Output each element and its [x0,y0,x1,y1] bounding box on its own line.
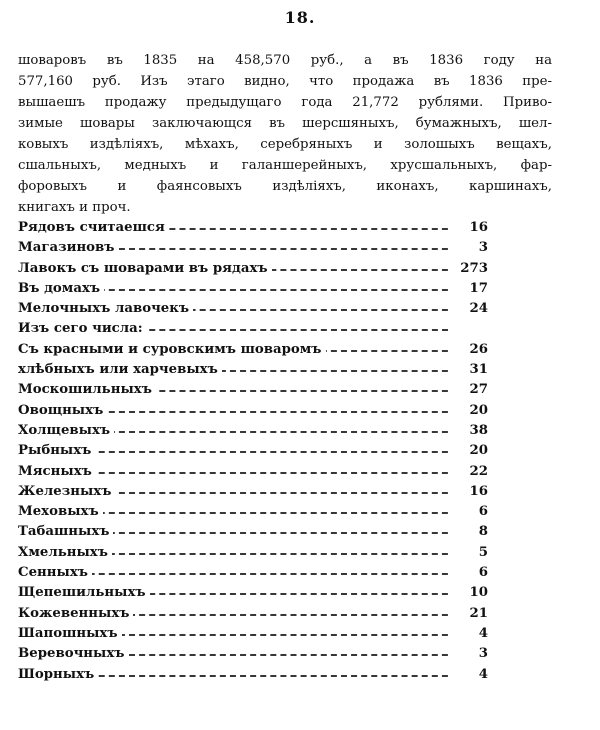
table-row [18,218,488,238]
row-value: 20 [448,401,488,421]
table-row [18,401,488,421]
table-row [18,665,488,685]
table-row [18,441,488,461]
row-label: Москошильныхъ [18,380,156,400]
row-value: 3 [448,238,488,258]
row-label: Изъ сего числа: [18,319,147,339]
row-value: 17 [448,279,488,299]
row-value: 16 [448,218,488,238]
row-label: Хмельныхъ [18,543,112,563]
row-value: 5 [448,543,488,563]
table-row [18,522,488,542]
row-value: 4 [448,665,488,685]
row-label: хлѣбныхъ или харчевыхъ [18,360,222,380]
table-row [18,380,488,400]
paragraph-line: вышаешъ продажу предыдущаго года 21,772 рублями. Приво- [18,95,552,110]
row-value: 16 [448,482,488,502]
paragraph-line: сшальныхъ, медныхъ и галаншерейныхъ, хрусшальныхъ, фар- [18,158,552,173]
row-label: Щепешильныхъ [18,583,150,603]
row-label: Железныхъ [18,482,115,502]
row-label: Съ красными и суровскимъ шоваромъ [18,340,326,360]
paragraph-line: шоваровъ въ 1835 на 458,570 руб., а въ 1836 году на [18,53,552,68]
table-row [18,279,488,299]
row-value: 38 [448,421,488,441]
shops-table [18,218,488,685]
row-label: Веревочныхъ [18,644,129,664]
row-label: Рыбныхъ [18,441,95,461]
table-row [18,502,488,522]
table-row [18,259,488,279]
table-row [18,482,488,502]
row-label: Меховыхъ [18,502,103,522]
row-label: Мясныхъ [18,462,96,482]
row-label: Кожевенныхъ [18,604,133,624]
paragraph-line: форовыхъ и фаянсовыхъ издѣлiяхъ, иконахъ, каршинахъ, [18,179,552,194]
table-row [18,421,488,441]
body-paragraph [18,50,552,218]
row-value: 3 [448,644,488,664]
row-label: Овощныхъ [18,401,107,421]
row-value: 10 [448,583,488,603]
row-label: Табашныхъ [18,522,113,542]
row-value: 21 [448,604,488,624]
row-label: Лавокъ съ шоварами въ рядахъ [18,259,272,279]
row-label: Рядовъ считаешся [18,218,169,238]
row-value: 27 [448,380,488,400]
paragraph-line: книгахъ и проч. [18,200,131,215]
page-number: 18. [284,8,316,27]
row-value: 26 [448,340,488,360]
table-row [18,543,488,563]
row-label: Сенныхъ [18,563,92,583]
paragraph-line: зимые шовары заключающся въ шерсшяныхъ, бумажныхъ, шел- [18,116,552,131]
row-value: 6 [448,563,488,583]
paragraph-line: ковыхъ издѣлiяхъ, мѣхахъ, серебряныхъ и золошыхъ вещахъ, [18,137,552,152]
row-label: Холщевыхъ [18,421,114,441]
row-value: 22 [448,462,488,482]
table-row [18,462,488,482]
row-value: 273 [448,259,488,279]
row-value: 4 [448,624,488,644]
row-value: 24 [448,299,488,319]
row-label: Въ домахъ [18,279,104,299]
table-row [18,583,488,603]
row-label: Шорныхъ [18,665,98,685]
row-value: 31 [448,360,488,380]
row-label: Мелочныхъ лавочекъ [18,299,193,319]
table-row [18,238,488,258]
row-label: Магазиновъ [18,238,119,258]
table-row [18,360,488,380]
row-value: 6 [448,502,488,522]
row-value: 20 [448,441,488,461]
table-row [18,340,488,360]
paragraph-line: 577,160 руб. Изъ этаго видно, что продажа въ 1836 пре- [18,74,552,89]
table-row [18,563,488,583]
row-label: Шапошныхъ [18,624,122,644]
table-row [18,604,488,624]
table-row [18,644,488,664]
row-value: 8 [448,522,488,542]
table-row [18,299,488,319]
table-row [18,319,488,339]
table-row [18,624,488,644]
